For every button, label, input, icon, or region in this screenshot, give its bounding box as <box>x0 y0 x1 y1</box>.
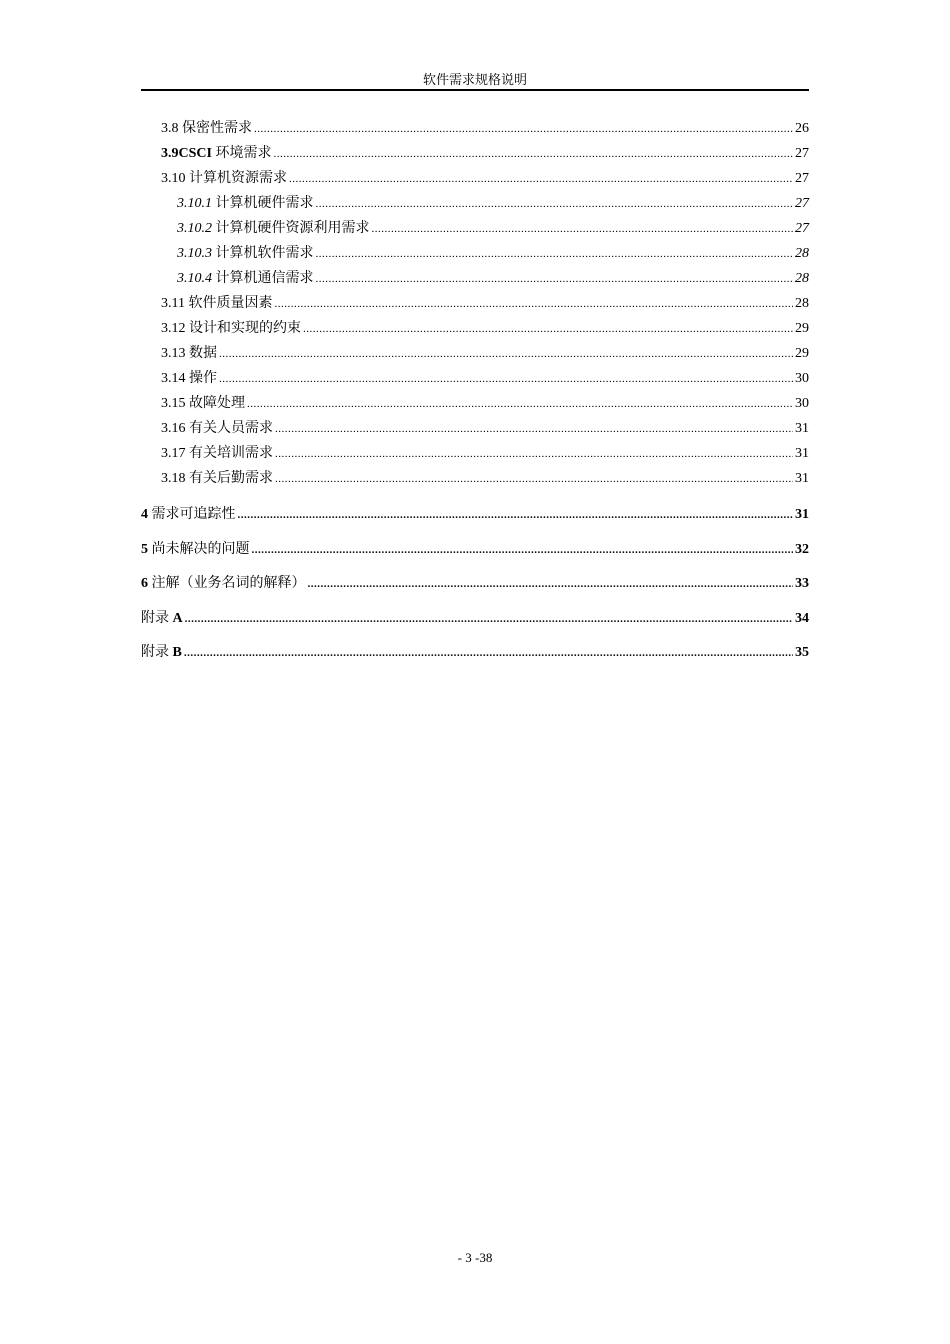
toc-entry-5[interactable] <box>141 533 809 568</box>
toc-number: 3.10.2 <box>177 221 212 236</box>
toc-entry-3-12[interactable] <box>141 318 809 343</box>
toc-entry-3-16[interactable] <box>141 418 809 443</box>
toc-title: 计算机通信需求 <box>215 271 314 286</box>
dot-leader <box>372 222 794 236</box>
toc-entry-3-13[interactable] <box>141 343 809 368</box>
toc-page-number: 27 <box>795 171 809 186</box>
toc-title: 故障处理 <box>189 396 245 411</box>
toc-number: 3.10.4 <box>177 271 212 286</box>
footer-page-number: - 3 -38 <box>457 1250 493 1265</box>
toc-page-number: 26 <box>795 121 809 136</box>
toc-number: 6 <box>141 576 148 591</box>
toc-entry-3-9[interactable] <box>141 143 809 168</box>
toc-number: 3.16 <box>161 421 186 436</box>
toc-title: 环境需求 <box>215 146 272 161</box>
toc-entry-3-10[interactable] <box>141 168 809 193</box>
toc-title: 保密性需求 <box>182 121 252 136</box>
toc-page-number: 31 <box>795 421 809 436</box>
dot-leader <box>316 197 794 211</box>
toc-title: 计算机硬件需求 <box>215 196 314 211</box>
toc-number: 3.9CSCI <box>161 146 212 161</box>
toc-page-number: 31 <box>795 471 809 486</box>
toc-entry-appendix-a[interactable] <box>141 602 809 637</box>
dot-leader <box>238 508 794 522</box>
toc-page-number: 35 <box>795 645 809 660</box>
dot-leader <box>274 297 793 311</box>
toc-page-number: 30 <box>795 371 809 386</box>
toc-entry-3-10-3[interactable] <box>141 243 809 268</box>
toc-number: 3.10.1 <box>177 196 212 211</box>
toc-entry-appendix-b[interactable] <box>141 636 809 671</box>
toc-page-number: 27 <box>795 196 809 211</box>
toc-page-number: 31 <box>795 446 809 461</box>
toc-number: 3.14 <box>161 371 186 386</box>
toc-title: B <box>172 645 182 660</box>
toc-number: 3.12 <box>161 321 186 336</box>
toc-page-number: 32 <box>795 541 809 557</box>
dot-leader <box>275 447 793 461</box>
toc-page-number: 31 <box>795 507 809 522</box>
toc-title: 需求可追踪性 <box>151 507 236 522</box>
toc-page-number: 33 <box>795 576 809 591</box>
toc-entry-3-10-2[interactable] <box>141 218 809 243</box>
toc-entry-3-17[interactable] <box>141 443 809 468</box>
toc-page-number: 27 <box>795 146 809 161</box>
toc-page-number: 28 <box>795 296 809 311</box>
toc-title: 有关人员需求 <box>189 421 273 436</box>
toc-number: 附录 <box>141 610 169 626</box>
toc-entry-3-15[interactable] <box>141 393 809 418</box>
toc-title: 尚未解决的问题 <box>151 541 250 557</box>
dot-leader <box>275 422 793 436</box>
toc-number: 3.13 <box>161 346 186 361</box>
dot-leader <box>316 272 794 286</box>
toc-title: 软件质量因素 <box>188 296 273 311</box>
toc-number: 3.8 <box>161 121 179 136</box>
toc-title: 计算机资源需求 <box>189 171 287 186</box>
toc-entry-4[interactable] <box>141 498 809 533</box>
toc-page-number: 28 <box>795 246 809 261</box>
dot-leader <box>316 247 794 261</box>
dot-leader <box>219 347 793 361</box>
page-footer <box>0 1250 950 1266</box>
dot-leader <box>275 472 793 486</box>
toc-title: 计算机硬件资源利用需求 <box>215 221 370 236</box>
toc-number: 附录 <box>141 645 169 660</box>
toc-page-number: 30 <box>795 396 809 411</box>
toc-page-number: 27 <box>795 221 809 236</box>
toc-number: 3.18 <box>161 471 186 486</box>
toc-title: 操作 <box>189 371 217 386</box>
toc-number: 3.11 <box>161 296 185 311</box>
toc-page-number: 29 <box>795 346 809 361</box>
dot-leader <box>184 646 793 660</box>
toc-entry-3-10-4[interactable] <box>141 268 809 293</box>
toc-entry-3-11[interactable] <box>141 293 809 318</box>
toc-title: 设计和实现的约束 <box>189 321 301 336</box>
dot-leader <box>273 147 793 161</box>
table-of-contents <box>141 118 809 671</box>
dot-leader <box>308 577 794 591</box>
toc-page-number: 34 <box>795 610 809 626</box>
toc-number: 3.10.3 <box>177 246 212 261</box>
toc-entry-3-10-1[interactable] <box>141 193 809 218</box>
dot-leader <box>303 322 793 336</box>
dot-leader <box>247 397 793 411</box>
dot-leader <box>185 612 793 626</box>
toc-number: 4 <box>141 507 148 522</box>
dot-leader <box>254 122 793 136</box>
toc-title: A <box>172 610 183 626</box>
dot-leader <box>289 172 793 186</box>
dot-leader <box>219 372 793 386</box>
toc-number: 3.17 <box>161 446 186 461</box>
toc-entry-3-18[interactable] <box>141 468 809 493</box>
page-header <box>141 70 809 91</box>
toc-title: 有关培训需求 <box>189 446 273 461</box>
toc-entry-3-14[interactable] <box>141 368 809 393</box>
toc-number: 3.15 <box>161 396 186 411</box>
header-title: 软件需求规格说明 <box>422 72 527 87</box>
toc-number: 5 <box>141 541 148 557</box>
toc-page-number: 29 <box>795 321 809 336</box>
toc-entry-3-8[interactable] <box>141 118 809 143</box>
toc-title: 注解（业务名词的解释） <box>151 576 306 591</box>
dot-leader <box>252 543 794 557</box>
toc-entry-6[interactable] <box>141 567 809 602</box>
toc-title: 计算机软件需求 <box>215 246 314 261</box>
toc-page-number: 28 <box>795 271 809 286</box>
toc-number: 3.10 <box>161 171 186 186</box>
toc-title: 有关后勤需求 <box>189 471 273 486</box>
toc-title: 数据 <box>189 346 217 361</box>
